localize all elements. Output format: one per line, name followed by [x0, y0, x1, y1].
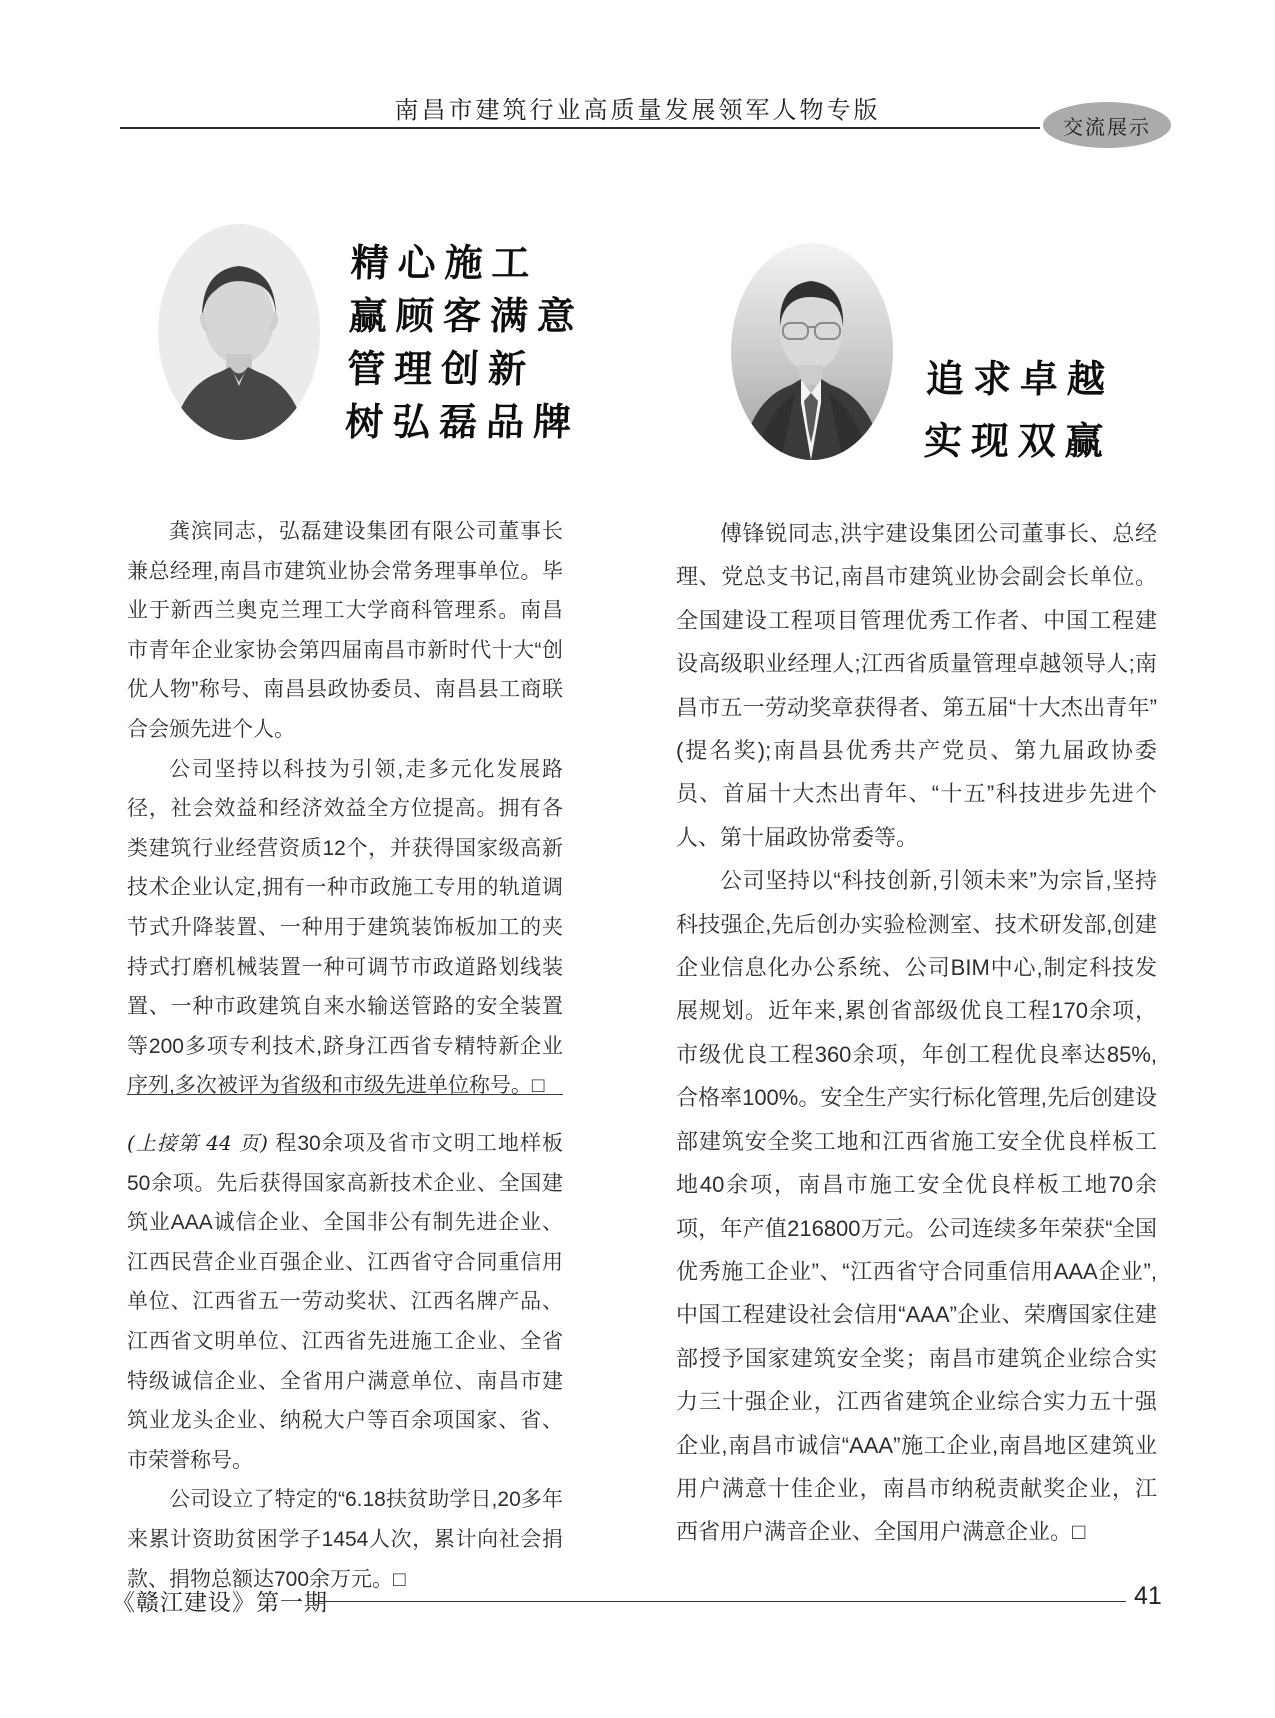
paragraph: 龚滨同志，弘磊建设集团有限公司董事长兼总经理,南昌市建筑业协会常务理事单位。毕业于新西兰奥克兰理工大学商科管理系。南昌市青年企业家协会第四届南昌市新时代十大“创优人物”称号、南昌县政协委员、南昌县工商联合会颁先进个人。: [127, 520, 563, 741]
slogan-right: [923, 348, 1115, 472]
article-right-column: [676, 512, 1157, 1554]
footer-rule: [308, 1601, 1126, 1602]
paragraph: [127, 1124, 563, 1480]
page-header-title: 南昌市建筑行业高质量发展领军人物专版: [394, 96, 881, 124]
header-rule: [120, 127, 1040, 129]
footer-page-number: 41: [1134, 1582, 1162, 1610]
paragraph: 傅锋锐同志,洪宇建设集团公司董事长、总经理、党总支书记,南昌市建筑业协会副会长单位。全国建设工程项目管理优秀工作者、中国工程建设高级职业经理人;江西省质量管理卓越领导人;南昌市五一劳动奖章获得者、第五届“十大杰出青年”(提名奖);南昌县优秀共产党员、第九届政协委员、首届十大杰出青年、“十五”科技进步先进个人、第十届政协常委等。: [676, 521, 1157, 850]
continued-from-lead: (上接第 44 页): [127, 1131, 276, 1155]
paragraph: 公司坚持以“科技创新,引领未来”为宗旨,坚持科技强企,先后创办实验检测室、技术研发部,创建企业信息化办公系统、公司BIM中心,制定科技发展规划。近年来,累创省部级优良工程170余项，市级优良工程360余项，年创工程优良率达85%,合格率100%。安全生产实行标化管理,先后创建设部建筑安全奖工地和江西省施工安全优良样板工地40余项，南昌市施工安全优良样板工地70余项，年产值216800万元。公司连续多年荣获“全国优秀施工企业”、“江西省守合同重信用AAA企业”,中国工程建设社会信用“AAA”企业、荣膺国家住建部授予国家建筑安全奖；南昌市建筑企业综合实力三十强企业，江西省建筑企业综合实力五十强企业,南昌市诚信“AAA”施工企业,南昌地区建筑业用户满意十佳企业，南昌市纳税责献奖企业，江西省用户满音企业、全国用户满意企业。□: [676, 868, 1157, 1545]
slogan-line: 赢顾客满意: [348, 293, 585, 338]
person-photo-icon: [158, 224, 320, 440]
person-photo-icon: [731, 243, 893, 460]
paragraph-text: 程30余项及省市文明工地样板50余项。先后获得国家高新技术企业、全国建筑业AAA诚信企业、全国非公有制先进企业、江西民营企业百强企业、江西省守合同重信用单位、江西省五一劳动奖状、江西名牌产品、江西省文明单位、江西省先进施工企业、全省特级诚信企业、全省用户满意单位、南昌市建筑业龙头企业、纳税大户等百余项国家、省、市荣誉称号。: [127, 1132, 563, 1472]
slogan-line: 追求卓越: [925, 356, 1115, 401]
continued-article-block: [127, 1124, 563, 1599]
paragraph: 公司设立了特定的“6.18扶贫助学日,20多年来累计资助贫困学子1454人次，累计向社会捐款、捐物总额达700余万元。□: [127, 1488, 563, 1591]
article-left-column: [127, 512, 563, 1106]
slogan-line: 管理创新: [346, 346, 536, 391]
section-badge: [1043, 102, 1171, 148]
slogan-left: [344, 236, 586, 448]
slogan-line: 精心施工: [349, 240, 540, 285]
slogan-line: 实现双赢: [923, 418, 1113, 463]
section-badge-label: 交流展示: [1063, 114, 1151, 139]
footer-journal-title: 《赣江建设》第一期: [112, 1590, 328, 1616]
article-divider-rule: [127, 1094, 563, 1095]
portrait-photo-right: [731, 243, 893, 460]
slogan-line: 树弘磊品牌: [344, 399, 582, 444]
portrait-photo-left: [158, 224, 320, 440]
paragraph: 公司坚持以科技为引领,走多元化发展路径，社会效益和经济效益全方位提高。拥有各类建筑行业经营资质12个，并获得国家级高新技术企业认定,拥有一种市政施工专用的轨道调节式升降装置、一种用于建筑装饰板加工的夹持式打磨机械装置一种可调节市政道路划线装置、一种市政建筑自来水输送管路的安全装置等200多项专利技术,跻身江西省专精特新企业序列,多次被评为省级和市级先进单位称号。□: [127, 757, 563, 1098]
